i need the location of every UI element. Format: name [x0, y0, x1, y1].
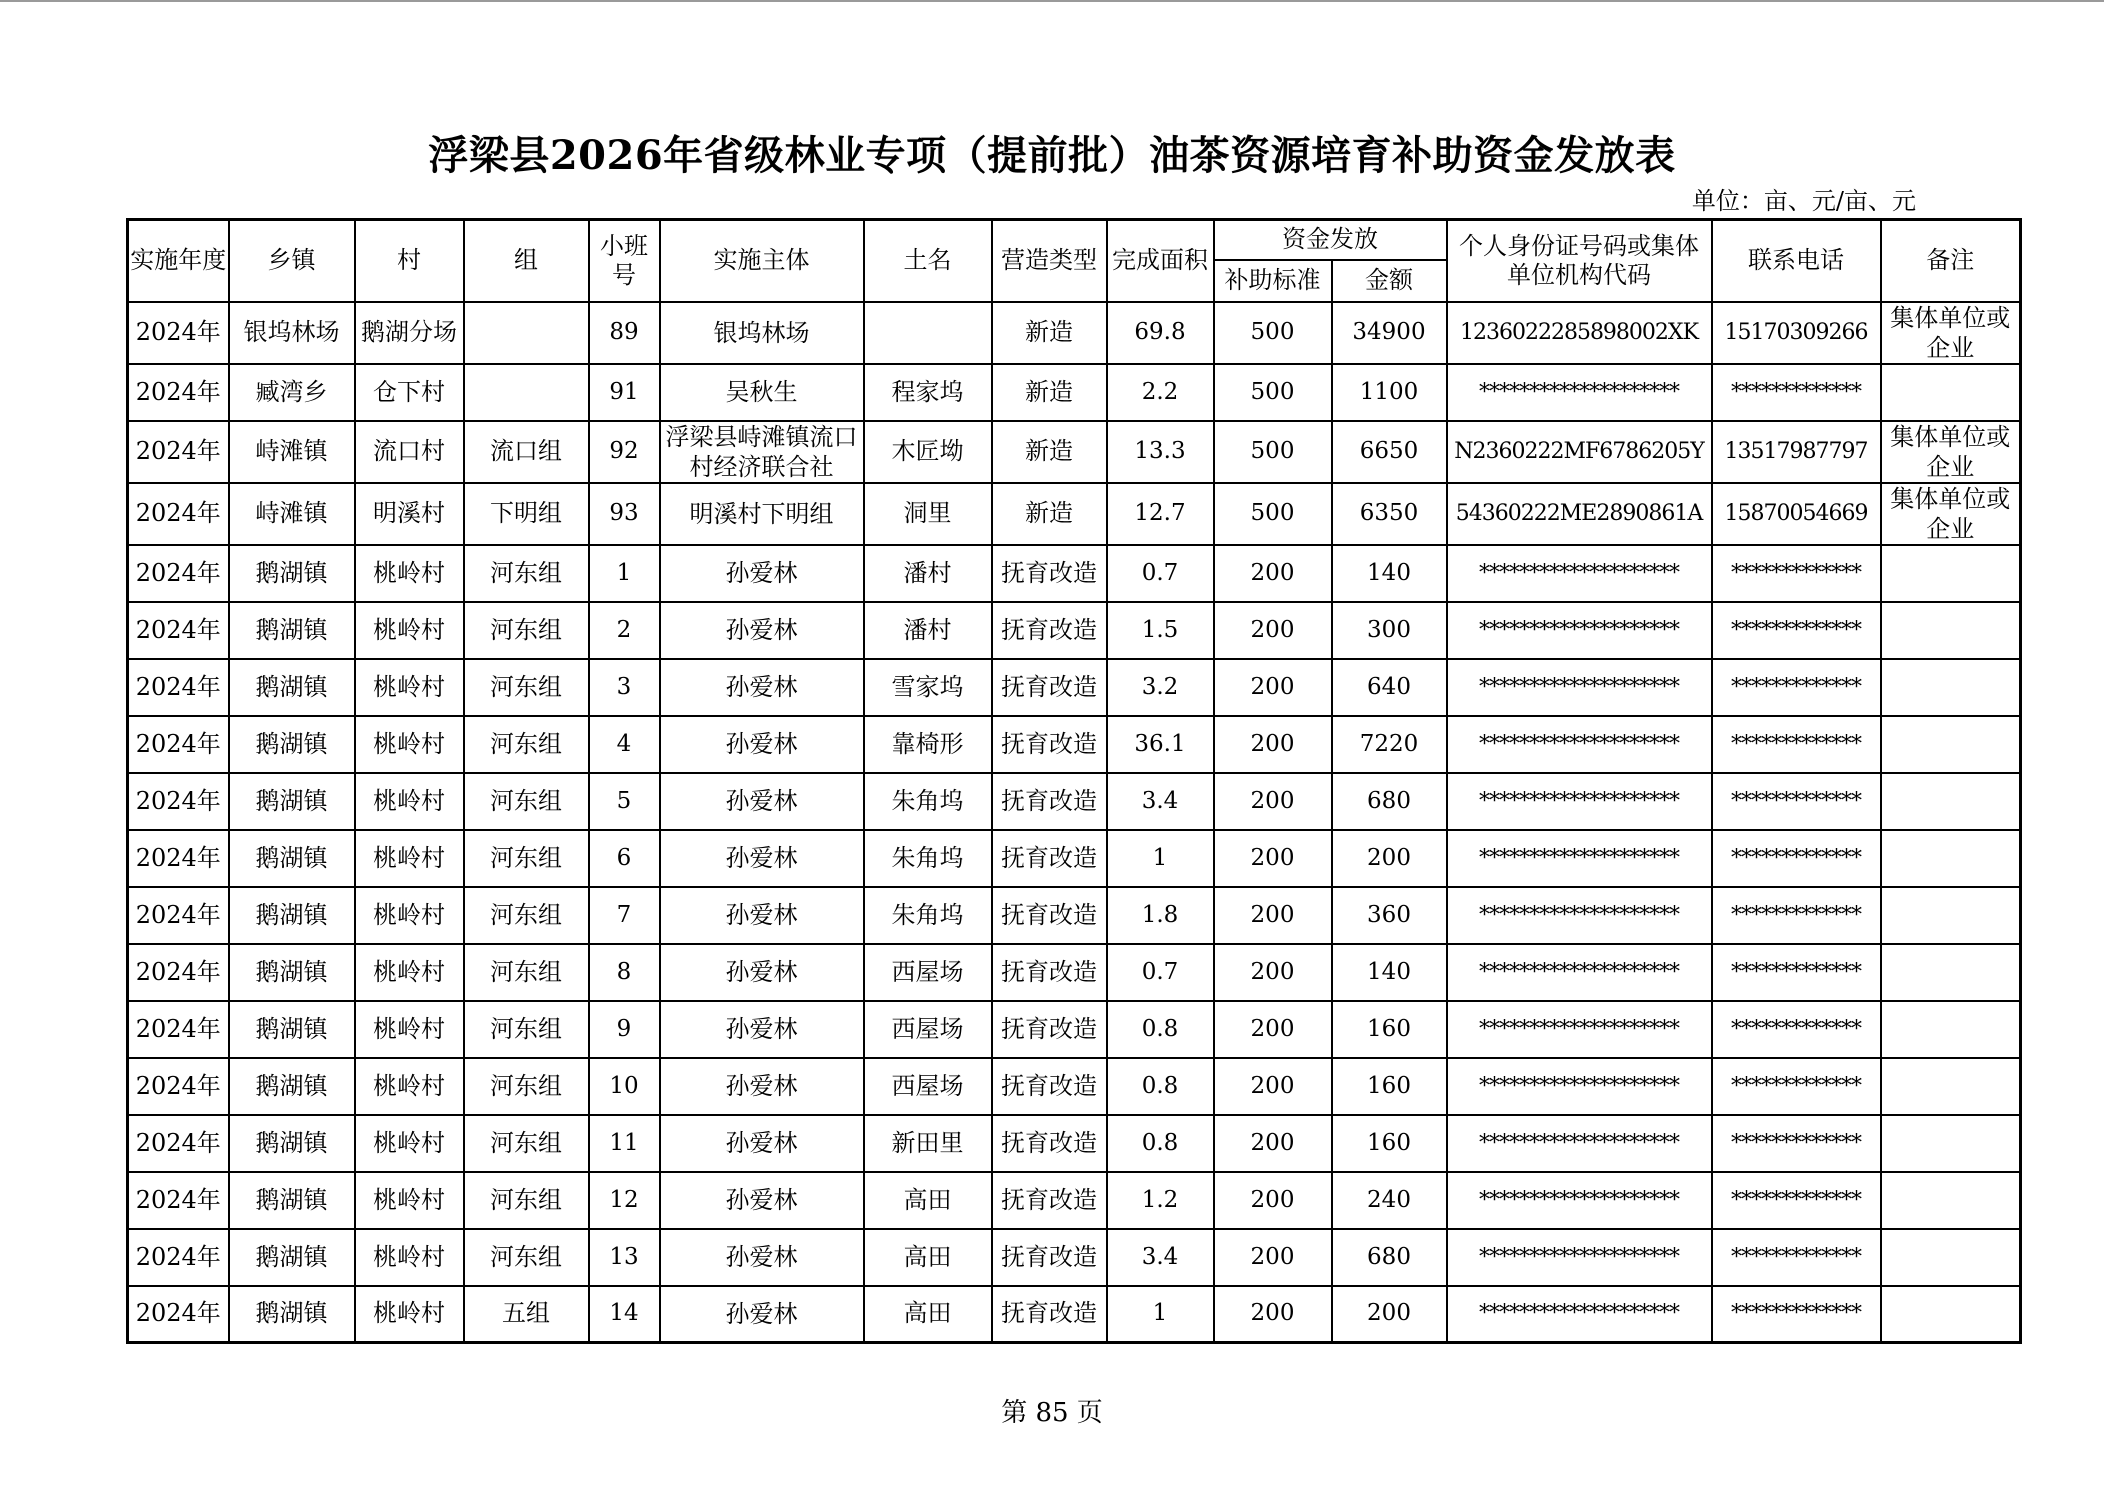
- cell-phone: *************: [1712, 545, 1881, 602]
- cell-town: 鹅湖镇: [229, 1001, 355, 1058]
- cell-remark: 集体单位或企业: [1881, 421, 2021, 483]
- cell-subsidy-rate: 500: [1214, 302, 1332, 364]
- cell-build-type: 新造: [992, 421, 1107, 483]
- cell-place-name: 朱角坞: [864, 830, 992, 887]
- table-row: [128, 483, 2021, 545]
- cell-town: 鹅湖镇: [229, 1286, 355, 1343]
- cell-subsidy-rate: 200: [1214, 1115, 1332, 1172]
- cell-phone: *************: [1712, 1058, 1881, 1115]
- cell-subsidy-rate: 200: [1214, 1001, 1332, 1058]
- cell-amount: 200: [1332, 1286, 1447, 1343]
- cell-area: 3.4: [1107, 773, 1214, 830]
- cell-remark: [1881, 1058, 2021, 1115]
- cell-year: 2024年: [128, 545, 229, 602]
- cell-plot-no: 6: [589, 830, 660, 887]
- cell-village: 桃岭村: [355, 1172, 464, 1229]
- cell-group: [464, 364, 589, 421]
- cell-subsidy-rate: 500: [1214, 364, 1332, 421]
- cell-amount: 140: [1332, 545, 1447, 602]
- cell-entity: 孙爱林: [660, 944, 864, 1001]
- cell-entity: 孙爱林: [660, 1172, 864, 1229]
- header-group: 组: [464, 220, 589, 302]
- cell-area: 0.8: [1107, 1058, 1214, 1115]
- cell-year: 2024年: [128, 1229, 229, 1286]
- cell-plot-no: 1: [589, 545, 660, 602]
- cell-subsidy-rate: 200: [1214, 1229, 1332, 1286]
- cell-plot-no: 7: [589, 887, 660, 944]
- cell-entity: 孙爱林: [660, 1229, 864, 1286]
- cell-entity: 孙爱林: [660, 602, 864, 659]
- cell-remark: [1881, 887, 2021, 944]
- header-build-type: 营造类型: [992, 220, 1107, 302]
- cell-place-name: 洞里: [864, 483, 992, 545]
- cell-place-name: 潘村: [864, 545, 992, 602]
- cell-village: 桃岭村: [355, 1229, 464, 1286]
- cell-entity: 孙爱林: [660, 830, 864, 887]
- cell-village: 鹅湖分场: [355, 302, 464, 364]
- cell-area: 0.8: [1107, 1115, 1214, 1172]
- cell-place-name: 高田: [864, 1229, 992, 1286]
- cell-village: 桃岭村: [355, 602, 464, 659]
- cell-village: 桃岭村: [355, 887, 464, 944]
- cell-village: 桃岭村: [355, 830, 464, 887]
- cell-remark: [1881, 830, 2021, 887]
- cell-place-name: [864, 302, 992, 364]
- table-row: [128, 716, 2021, 773]
- cell-phone: *************: [1712, 1172, 1881, 1229]
- cell-plot-no: 11: [589, 1115, 660, 1172]
- table-row: [128, 1286, 2021, 1343]
- cell-area: 0.7: [1107, 944, 1214, 1001]
- cell-area: 13.3: [1107, 421, 1214, 483]
- cell-amount: 140: [1332, 944, 1447, 1001]
- cell-subsidy-rate: 200: [1214, 830, 1332, 887]
- cell-town: 峙滩镇: [229, 421, 355, 483]
- cell-remark: [1881, 659, 2021, 716]
- cell-plot-no: 91: [589, 364, 660, 421]
- cell-remark: [1881, 944, 2021, 1001]
- cell-area: 1.8: [1107, 887, 1214, 944]
- cell-remark: [1881, 1172, 2021, 1229]
- cell-village: 桃岭村: [355, 545, 464, 602]
- cell-id-code: N2360222MF6786205Y: [1447, 421, 1712, 483]
- cell-amount: 360: [1332, 887, 1447, 944]
- cell-year: 2024年: [128, 421, 229, 483]
- cell-place-name: 西屋场: [864, 1058, 992, 1115]
- cell-place-name: 程家坞: [864, 364, 992, 421]
- cell-phone: *************: [1712, 944, 1881, 1001]
- cell-group: 河东组: [464, 1172, 589, 1229]
- cell-subsidy-rate: 500: [1214, 483, 1332, 545]
- cell-area: 36.1: [1107, 716, 1214, 773]
- cell-subsidy-rate: 200: [1214, 773, 1332, 830]
- cell-place-name: 西屋场: [864, 944, 992, 1001]
- cell-phone: 15870054669: [1712, 483, 1881, 545]
- cell-village: 桃岭村: [355, 716, 464, 773]
- cell-entity: 孙爱林: [660, 716, 864, 773]
- cell-group: 河东组: [464, 1229, 589, 1286]
- table-row: [128, 1229, 2021, 1286]
- cell-group: 河东组: [464, 944, 589, 1001]
- cell-town: 鹅湖镇: [229, 1058, 355, 1115]
- cell-town: 臧湾乡: [229, 364, 355, 421]
- cell-village: 桃岭村: [355, 1001, 464, 1058]
- cell-build-type: 抚育改造: [992, 659, 1107, 716]
- header-funding: 资金发放: [1214, 220, 1447, 260]
- cell-phone: *************: [1712, 716, 1881, 773]
- cell-id-code: 1236022285898002XK: [1447, 302, 1712, 364]
- cell-area: 0.7: [1107, 545, 1214, 602]
- table-row: [128, 944, 2021, 1001]
- cell-amount: 160: [1332, 1115, 1447, 1172]
- cell-build-type: 抚育改造: [992, 1058, 1107, 1115]
- cell-build-type: 抚育改造: [992, 1286, 1107, 1343]
- cell-id-code: 54360222ME2890861A: [1447, 483, 1712, 545]
- cell-group: [464, 302, 589, 364]
- cell-remark: [1881, 1001, 2021, 1058]
- cell-place-name: 潘村: [864, 602, 992, 659]
- cell-subsidy-rate: 200: [1214, 1058, 1332, 1115]
- cell-entity: 吴秋生: [660, 364, 864, 421]
- cell-phone: 15170309266: [1712, 302, 1881, 364]
- cell-year: 2024年: [128, 830, 229, 887]
- cell-group: 河东组: [464, 1115, 589, 1172]
- cell-entity: 孙爱林: [660, 773, 864, 830]
- cell-remark: [1881, 1115, 2021, 1172]
- cell-id-code: ********************: [1447, 1229, 1712, 1286]
- cell-phone: *************: [1712, 659, 1881, 716]
- page-title: 浮梁县2026年省级林业专项（提前批）油茶资源培育补助资金发放表: [428, 132, 1676, 179]
- cell-id-code: ********************: [1447, 944, 1712, 1001]
- cell-remark: 集体单位或企业: [1881, 483, 2021, 545]
- cell-year: 2024年: [128, 716, 229, 773]
- cell-town: 鹅湖镇: [229, 716, 355, 773]
- cell-town: 鹅湖镇: [229, 602, 355, 659]
- cell-phone: *************: [1712, 602, 1881, 659]
- cell-amount: 200: [1332, 830, 1447, 887]
- header-place-name: 土名: [864, 220, 992, 302]
- cell-phone: *************: [1712, 887, 1881, 944]
- cell-plot-no: 5: [589, 773, 660, 830]
- cell-entity: 孙爱林: [660, 545, 864, 602]
- cell-amount: 6650: [1332, 421, 1447, 483]
- cell-phone: *************: [1712, 1115, 1881, 1172]
- cell-phone: *************: [1712, 1001, 1881, 1058]
- cell-remark: [1881, 1229, 2021, 1286]
- cell-build-type: 抚育改造: [992, 1172, 1107, 1229]
- unit-note: 单位：亩、元/亩、元: [1691, 187, 1916, 215]
- cell-year: 2024年: [128, 944, 229, 1001]
- cell-village: 明溪村: [355, 483, 464, 545]
- cell-amount: 640: [1332, 659, 1447, 716]
- cell-town: 鹅湖镇: [229, 659, 355, 716]
- table-row: [128, 887, 2021, 944]
- cell-remark: [1881, 773, 2021, 830]
- cell-year: 2024年: [128, 1172, 229, 1229]
- cell-phone: *************: [1712, 773, 1881, 830]
- cell-town: 鹅湖镇: [229, 773, 355, 830]
- cell-id-code: ********************: [1447, 887, 1712, 944]
- cell-year: 2024年: [128, 1001, 229, 1058]
- cell-year: 2024年: [128, 887, 229, 944]
- header-remark: 备注: [1881, 220, 2021, 302]
- table-row: [128, 773, 2021, 830]
- cell-year: 2024年: [128, 483, 229, 545]
- cell-area: 1: [1107, 830, 1214, 887]
- cell-phone: *************: [1712, 1229, 1881, 1286]
- cell-village: 桃岭村: [355, 1058, 464, 1115]
- cell-id-code: ********************: [1447, 1058, 1712, 1115]
- cell-place-name: 朱角坞: [864, 887, 992, 944]
- cell-year: 2024年: [128, 302, 229, 364]
- cell-group: 河东组: [464, 887, 589, 944]
- cell-town: 鹅湖镇: [229, 1229, 355, 1286]
- cell-group: 河东组: [464, 830, 589, 887]
- cell-amount: 6350: [1332, 483, 1447, 545]
- cell-area: 69.8: [1107, 302, 1214, 364]
- cell-village: 流口村: [355, 421, 464, 483]
- cell-town: 峙滩镇: [229, 483, 355, 545]
- cell-subsidy-rate: 200: [1214, 1286, 1332, 1343]
- cell-place-name: 朱角坞: [864, 773, 992, 830]
- page-number: 第 85 页: [1001, 1398, 1103, 1428]
- cell-remark: 集体单位或企业: [1881, 302, 2021, 364]
- cell-entity: 孙爱林: [660, 1001, 864, 1058]
- cell-group: 河东组: [464, 602, 589, 659]
- cell-build-type: 抚育改造: [992, 545, 1107, 602]
- cell-subsidy-rate: 200: [1214, 887, 1332, 944]
- cell-place-name: 雪家坞: [864, 659, 992, 716]
- cell-id-code: ********************: [1447, 602, 1712, 659]
- cell-village: 桃岭村: [355, 773, 464, 830]
- cell-year: 2024年: [128, 773, 229, 830]
- header-town: 乡镇: [229, 220, 355, 302]
- cell-area: 3.2: [1107, 659, 1214, 716]
- cell-entity: 银坞林场: [660, 302, 864, 364]
- cell-build-type: 新造: [992, 483, 1107, 545]
- cell-plot-no: 10: [589, 1058, 660, 1115]
- cell-group: 五组: [464, 1286, 589, 1343]
- cell-plot-no: 9: [589, 1001, 660, 1058]
- cell-town: 鹅湖镇: [229, 545, 355, 602]
- cell-plot-no: 92: [589, 421, 660, 483]
- header-area: 完成面积: [1107, 220, 1214, 302]
- header-id-code: 个人身份证号码或集体单位机构代码: [1447, 220, 1712, 302]
- cell-build-type: 抚育改造: [992, 602, 1107, 659]
- header-phone: 联系电话: [1712, 220, 1881, 302]
- cell-id-code: ********************: [1447, 364, 1712, 421]
- cell-remark: [1881, 545, 2021, 602]
- cell-amount: 34900: [1332, 302, 1447, 364]
- cell-subsidy-rate: 200: [1214, 1172, 1332, 1229]
- table-row: [128, 421, 2021, 483]
- table-row: [128, 364, 2021, 421]
- cell-plot-no: 89: [589, 302, 660, 364]
- cell-amount: 160: [1332, 1058, 1447, 1115]
- header-entity: 实施主体: [660, 220, 864, 302]
- cell-entity: 孙爱林: [660, 659, 864, 716]
- cell-area: 12.7: [1107, 483, 1214, 545]
- cell-remark: [1881, 716, 2021, 773]
- cell-year: 2024年: [128, 364, 229, 421]
- header-plot-no: 小班号: [589, 220, 660, 302]
- cell-id-code: ********************: [1447, 1286, 1712, 1343]
- cell-amount: 240: [1332, 1172, 1447, 1229]
- cell-place-name: 西屋场: [864, 1001, 992, 1058]
- cell-area: 1.5: [1107, 602, 1214, 659]
- cell-place-name: 靠椅形: [864, 716, 992, 773]
- cell-entity: 孙爱林: [660, 887, 864, 944]
- cell-id-code: ********************: [1447, 1115, 1712, 1172]
- cell-plot-no: 8: [589, 944, 660, 1001]
- cell-village: 桃岭村: [355, 944, 464, 1001]
- cell-plot-no: 93: [589, 483, 660, 545]
- cell-subsidy-rate: 200: [1214, 545, 1332, 602]
- cell-area: 3.4: [1107, 1229, 1214, 1286]
- cell-id-code: ********************: [1447, 716, 1712, 773]
- cell-group: 河东组: [464, 1058, 589, 1115]
- cell-plot-no: 13: [589, 1229, 660, 1286]
- header-amount: 金额: [1332, 260, 1447, 302]
- cell-group: 河东组: [464, 716, 589, 773]
- cell-subsidy-rate: 200: [1214, 602, 1332, 659]
- cell-subsidy-rate: 500: [1214, 421, 1332, 483]
- table-row: [128, 545, 2021, 602]
- cell-phone: *************: [1712, 1286, 1881, 1343]
- cell-subsidy-rate: 200: [1214, 716, 1332, 773]
- cell-build-type: 新造: [992, 302, 1107, 364]
- cell-plot-no: 4: [589, 716, 660, 773]
- cell-amount: 7220: [1332, 716, 1447, 773]
- cell-subsidy-rate: 200: [1214, 944, 1332, 1001]
- cell-town: 鹅湖镇: [229, 1115, 355, 1172]
- cell-amount: 160: [1332, 1001, 1447, 1058]
- cell-year: 2024年: [128, 1286, 229, 1343]
- cell-build-type: 抚育改造: [992, 1115, 1107, 1172]
- cell-remark: [1881, 602, 2021, 659]
- cell-entity: 明溪村下明组: [660, 483, 864, 545]
- table-row: [128, 302, 2021, 364]
- cell-area: 0.8: [1107, 1001, 1214, 1058]
- cell-town: 鹅湖镇: [229, 944, 355, 1001]
- cell-phone: *************: [1712, 364, 1881, 421]
- table-body: [128, 302, 2021, 1343]
- cell-id-code: ********************: [1447, 830, 1712, 887]
- cell-entity: 浮梁县峙滩镇流口村经济联合社: [660, 421, 864, 483]
- subsidy-table: [126, 218, 2022, 1344]
- table-row: [128, 659, 2021, 716]
- cell-year: 2024年: [128, 659, 229, 716]
- cell-entity: 孙爱林: [660, 1115, 864, 1172]
- cell-id-code: ********************: [1447, 545, 1712, 602]
- page-top-border: [0, 0, 2104, 2]
- table-row: [128, 1058, 2021, 1115]
- header-village: 村: [355, 220, 464, 302]
- cell-subsidy-rate: 200: [1214, 659, 1332, 716]
- cell-place-name: 新田里: [864, 1115, 992, 1172]
- cell-village: 桃岭村: [355, 659, 464, 716]
- cell-village: 桃岭村: [355, 1286, 464, 1343]
- cell-village: 仓下村: [355, 364, 464, 421]
- cell-group: 流口组: [464, 421, 589, 483]
- cell-build-type: 抚育改造: [992, 830, 1107, 887]
- cell-remark: [1881, 1286, 2021, 1343]
- table-row: [128, 830, 2021, 887]
- header-year: 实施年度: [128, 220, 229, 302]
- cell-group: 下明组: [464, 483, 589, 545]
- cell-id-code: ********************: [1447, 659, 1712, 716]
- cell-area: 2.2: [1107, 364, 1214, 421]
- cell-plot-no: 14: [589, 1286, 660, 1343]
- cell-area: 1.2: [1107, 1172, 1214, 1229]
- cell-amount: 300: [1332, 602, 1447, 659]
- cell-group: 河东组: [464, 773, 589, 830]
- cell-id-code: ********************: [1447, 1001, 1712, 1058]
- cell-amount: 680: [1332, 773, 1447, 830]
- cell-place-name: 高田: [864, 1172, 992, 1229]
- cell-id-code: ********************: [1447, 1172, 1712, 1229]
- cell-plot-no: 3: [589, 659, 660, 716]
- cell-phone: 13517987797: [1712, 421, 1881, 483]
- cell-build-type: 抚育改造: [992, 1001, 1107, 1058]
- cell-entity: 孙爱林: [660, 1286, 864, 1343]
- cell-town: 银坞林场: [229, 302, 355, 364]
- cell-build-type: 抚育改造: [992, 1229, 1107, 1286]
- cell-group: 河东组: [464, 545, 589, 602]
- cell-build-type: 抚育改造: [992, 944, 1107, 1001]
- cell-plot-no: 2: [589, 602, 660, 659]
- cell-build-type: 抚育改造: [992, 773, 1107, 830]
- cell-plot-no: 12: [589, 1172, 660, 1229]
- cell-village: 桃岭村: [355, 1115, 464, 1172]
- cell-remark: [1881, 364, 2021, 421]
- cell-build-type: 新造: [992, 364, 1107, 421]
- table-row: [128, 602, 2021, 659]
- cell-amount: 680: [1332, 1229, 1447, 1286]
- table-row: [128, 1001, 2021, 1058]
- header-subsidy-rate: 补助标准: [1214, 260, 1332, 302]
- cell-year: 2024年: [128, 1058, 229, 1115]
- cell-build-type: 抚育改造: [992, 887, 1107, 944]
- cell-group: 河东组: [464, 659, 589, 716]
- cell-town: 鹅湖镇: [229, 830, 355, 887]
- cell-amount: 1100: [1332, 364, 1447, 421]
- cell-entity: 孙爱林: [660, 1058, 864, 1115]
- cell-town: 鹅湖镇: [229, 887, 355, 944]
- cell-area: 1: [1107, 1286, 1214, 1343]
- cell-phone: *************: [1712, 830, 1881, 887]
- cell-town: 鹅湖镇: [229, 1172, 355, 1229]
- table-row: [128, 1172, 2021, 1229]
- cell-year: 2024年: [128, 1115, 229, 1172]
- cell-year: 2024年: [128, 602, 229, 659]
- cell-place-name: 木匠坳: [864, 421, 992, 483]
- cell-id-code: ********************: [1447, 773, 1712, 830]
- table-row: [128, 1115, 2021, 1172]
- cell-place-name: 高田: [864, 1286, 992, 1343]
- cell-group: 河东组: [464, 1001, 589, 1058]
- cell-build-type: 抚育改造: [992, 716, 1107, 773]
